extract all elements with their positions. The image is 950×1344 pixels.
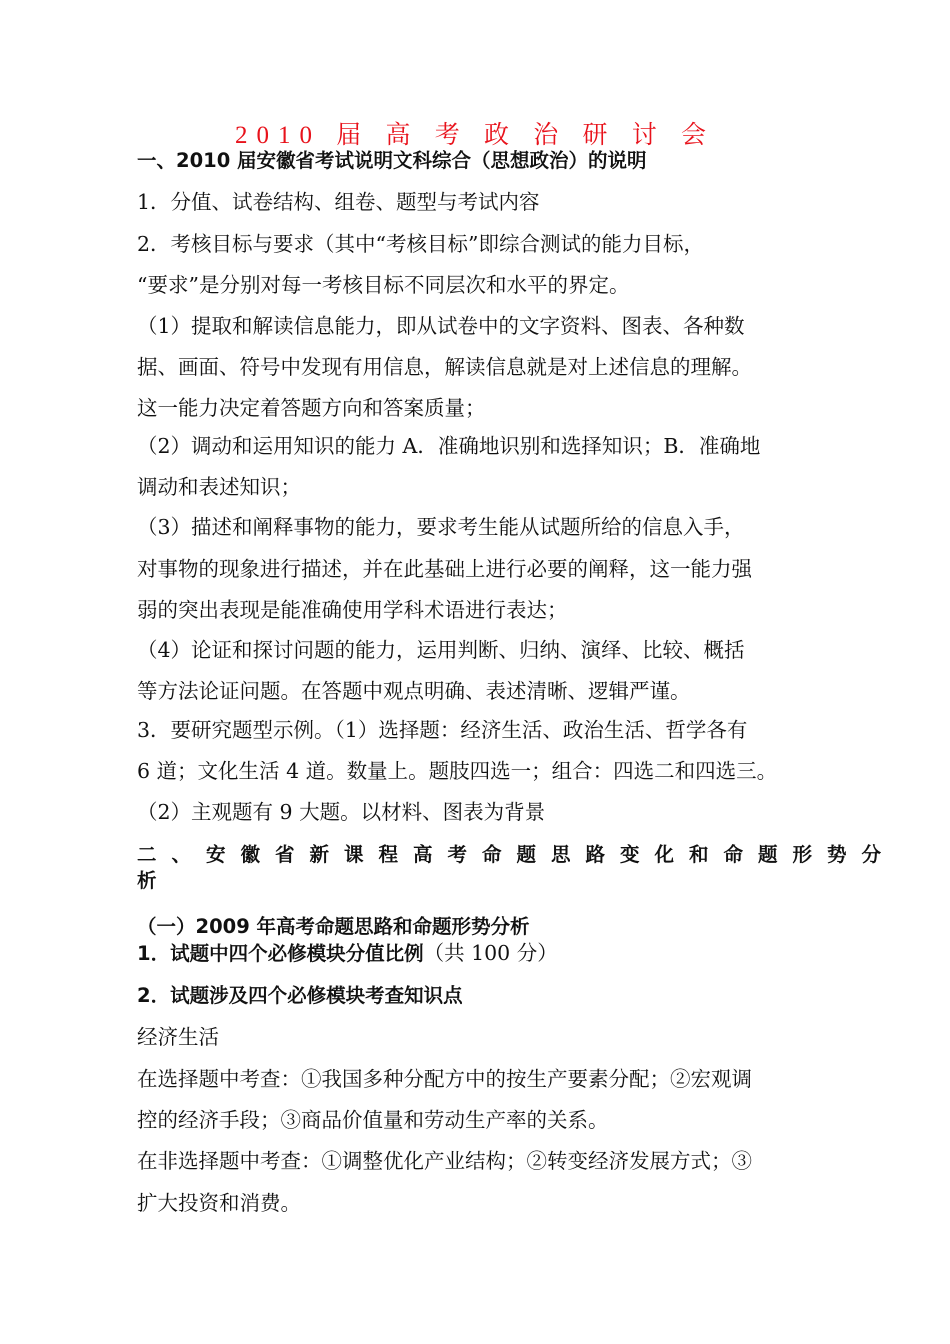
paragraph-line: 弱的突出表现是能准确使用学科术语进行表达； bbox=[137, 598, 568, 622]
item-heading: 2．试题涉及四个必修模块考查知识点 bbox=[137, 984, 463, 1007]
paragraph-line: 调动和表述知识； bbox=[137, 475, 301, 499]
section-heading-2: 二、安徽省新课程高考命题思路变化和命题形势分 bbox=[137, 843, 897, 866]
paragraph-line: 等方法论证问题。在答题中观点明确、表述清晰、逻辑严谨。 bbox=[137, 679, 691, 703]
paragraph-line: （3）描述和阐释事物的能力，要求考生能从试题所给的信息入手， bbox=[137, 515, 745, 539]
paragraph-line: 在非选择题中考查：①调整优化产业结构；②转变经济发展方式；③ bbox=[137, 1149, 752, 1173]
paragraph-line bbox=[137, 940, 558, 967]
paragraph-line: 对事物的现象进行描述，并在此基础上进行必要的阐释，这一能力强 bbox=[137, 557, 752, 581]
subsection-heading: （一）2009 年高考命题思路和命题形势分析 bbox=[137, 915, 530, 938]
document-title: 2010 届 高 考 政 治 研 讨 会 bbox=[234, 122, 715, 149]
paragraph-line: 1．分值、试卷结构、组卷、题型与考试内容 bbox=[137, 190, 540, 214]
section-heading-2-continued: 析 bbox=[137, 869, 157, 892]
paragraph-line: （2）调动和运用知识的能力 A．准确地识别和选择知识；B．准确地 bbox=[137, 434, 761, 458]
section-heading-1: 一、2010 届安徽省考试说明文科综合（思想政治）的说明 bbox=[137, 149, 647, 172]
paragraph-line: 2．考核目标与要求（其中“考核目标”即综合测试的能力目标， bbox=[137, 232, 705, 256]
paragraph-line: 据、画面、符号中发现有用信息，解读信息就是对上述信息的理解。 bbox=[137, 355, 752, 379]
item-note: （共 100 分） bbox=[423, 941, 558, 965]
paragraph-line: 控的经济手段；③商品价值量和劳动生产率的关系。 bbox=[137, 1108, 609, 1132]
paragraph-line: 扩大投资和消费。 bbox=[137, 1191, 301, 1215]
paragraph-line: 在选择题中考查：①我国多种分配方中的按生产要素分配；②宏观调 bbox=[137, 1067, 752, 1091]
item-heading: 1．试题中四个必修模块分值比例 bbox=[137, 942, 424, 965]
paragraph-line: 3．要研究题型示例。（1）选择题：经济生活、政治生活、哲学各有 bbox=[137, 718, 748, 742]
paragraph-line: （2）主观题有 9 大题。以材料、图表为背景 bbox=[137, 800, 546, 824]
subheading-economy: 经济生活 bbox=[137, 1025, 219, 1049]
paragraph-line: 6 道；文化生活 4 道。数量上。题肢四选一；组合：四选二和四选三。 bbox=[137, 759, 778, 783]
paragraph-line: 这一能力决定着答题方向和答案质量； bbox=[137, 396, 486, 420]
paragraph-line: “要求”是分别对每一考核目标不同层次和水平的界定。 bbox=[137, 273, 630, 297]
paragraph-line: （1）提取和解读信息能力，即从试卷中的文字资料、图表、各种数 bbox=[137, 314, 745, 338]
paragraph-line: （4）论证和探讨问题的能力，运用判断、归纳、演绎、比较、概括 bbox=[137, 638, 745, 662]
